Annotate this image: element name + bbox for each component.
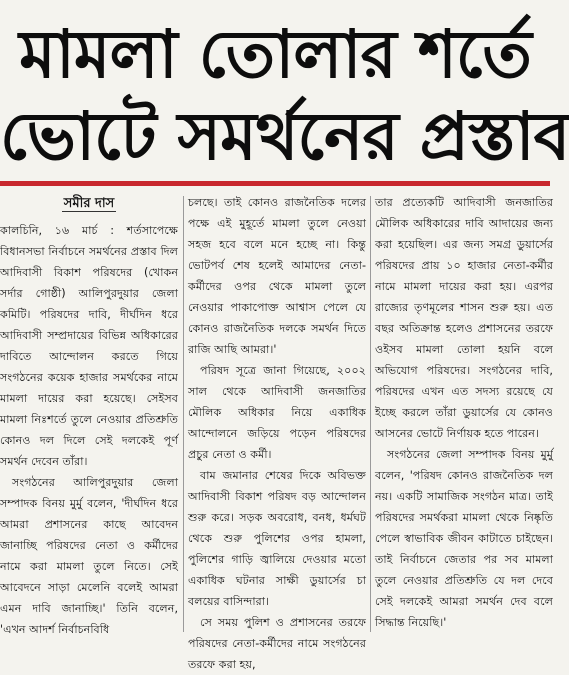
paragraph: সে সময় পুলিশ ও প্রশাসনের তরফে পরিষদের নেতা-কর্মীদের নামে সংগঠনের তরফে করা হয়,	[188, 616, 366, 671]
paragraph: সংগঠনের জেলা সম্পাদক বিনয় মুর্মু বলেন, 'পরিষদ কোনও রাজনৈতিক দল নয়। একটি সামাজিক সংগঠন মাত্র। তাই পরিষদের সমর্থকরা মামলা থেকে নিষ্কৃতি পেলে স্বাভাবিক জীবন কাটাতে চাইছেন। তাই নির্বাচনে জেতার পর সব মামলা তুলে নেওয়ার প্রতিশ্রুতি যে দল দেবে সেই দলকেই আমরা সমর্থন দেব বলে সিদ্ধান্ত নিয়েছি।'	[375, 448, 553, 629]
article-column-3	[375, 192, 553, 632]
article-body	[0, 192, 553, 671]
column-divider	[370, 196, 371, 632]
article-column-1	[0, 192, 178, 636]
paragraph: সংগঠনের আলিপুরদুয়ার জেলা সম্পাদক বিনয় মুর্মু বলেন, 'দীর্ঘদিন ধরে আমরা প্রশাসনের কাছে আবেদন জানাচ্ছি পরিষদের নেতা ও কর্মীদের নামে করা মামলা তুলে নিতে। সেই আবেদনে সাড়া মেলেনি বলেই আমরা এমন দাবি জানাচ্ছি।' তিনি বলেন, 'এখন আদর্শ নির্বাচনবিধি	[0, 476, 178, 636]
article-column-2	[188, 192, 366, 671]
headline-line-1: মামলা তোলার শর্তে	[19, 16, 531, 93]
headline-divider	[0, 181, 550, 186]
byline-author: সমীর দাস	[63, 196, 115, 211]
byline	[0, 192, 178, 216]
paragraph: পরিষদ সূত্রে জানা গিয়েছে, ২০০২ সাল থেকে আদিবাসী জনজাতির মৌলিক অধিকার নিয়ে একাধিক আন্দোলনে জড়িয়ে পড়েন পরিষদের প্রচুর নেতা ও কর্মী।	[188, 364, 366, 461]
column-divider	[183, 196, 184, 632]
headline	[0, 0, 569, 190]
headline-line-2: ভোটে সমর্থনের প্রস্তাব	[0, 98, 569, 175]
paragraph: বাম জমানার শেষের দিকে অবিভক্ত আদিবাসী বিকাশ পরিষদ বড় আন্দোলন শুরু করে। সড়ক অবরোধ, বনধ, ধর্মঘট থেকে শুরু পুলিশের ওপর হামলা, পুলিশের গাড়ি জ্বালিয়ে দেওয়ার মতো একাধিক ঘটনার সাক্ষী ডুয়ার্সের চা বলয়ের বাসিন্দারা।	[188, 469, 366, 608]
paragraph: তার প্রত্যেকটি আদিবাসী জনজাতির মৌলিক অধিকারের দাবি আদায়ের জন্য করা হয়েছিল। এর জন্য সমগ্র ডুয়ার্সের পরিষদের প্রায় ১০ হাজার নেতা-কর্মীর নামে মামলা দায়ের করা হয়। এরপর রাজ্যের তৃণমূলের শাসন শুরু হয়। এত বছর অতিক্রান্ত হলেও প্রশাসনের তরফে ওইসব মামলা তোলা হয়নি বলে অভিযোগ পরিষদের। সংগঠনের দাবি, পরিষদের এখন এত সদস্য রয়েছে যে ইচ্ছে করলে তাঁরা ডুয়ার্সের যে কোনও আসনের ভোটে নির্ণায়ক হতে পারেন।	[375, 196, 553, 440]
paragraph: চলছে। তাই কোনও রাজনৈতিক দলের পক্ষে এই মুহূর্তে মামলা তুলে নেওয়া সহজ হবে বলে মনে হচ্ছে না। কিন্তু ভোটপর্ব শেষ হলেই আমাদের নেতা-কর্মীদের ওপর থেকে মামলা তুলে নেওয়ার পাকাপোক্ত আশ্বাস পেলে যে কোনও রাজনৈতিক দলকে সমর্থন দিতে রাজি আছি আমরা।'	[188, 196, 366, 356]
paragraph: কালচিনি, ১৬ মার্চ : শর্তসাপেক্ষে বিধানসভা নির্বাচনে সমর্থনের প্রস্তাব দিল আদিবাসী বিকাশ পরিষদের (খোকন সর্দার গোষ্ঠী) আলিপুরদুয়ার জেলা কমিটি। পরিষদের দাবি, দীর্ঘদিন ধরে আদিবাসী সম্প্রদায়ের বিভিন্ন অধিকারের দাবিতে আন্দোলন করতে গিয়ে সংগঠনের কয়েক হাজার সমর্থকের নামে মামলা দায়ের করা হয়েছে। সেইসব মামলা নিঃশর্তে তুলে নেওয়ার প্রতিশ্রুতি কোনও দল দিলে সেই দলকেই পূর্ণ সমর্থন দেবেন তাঁরা।	[0, 224, 178, 468]
